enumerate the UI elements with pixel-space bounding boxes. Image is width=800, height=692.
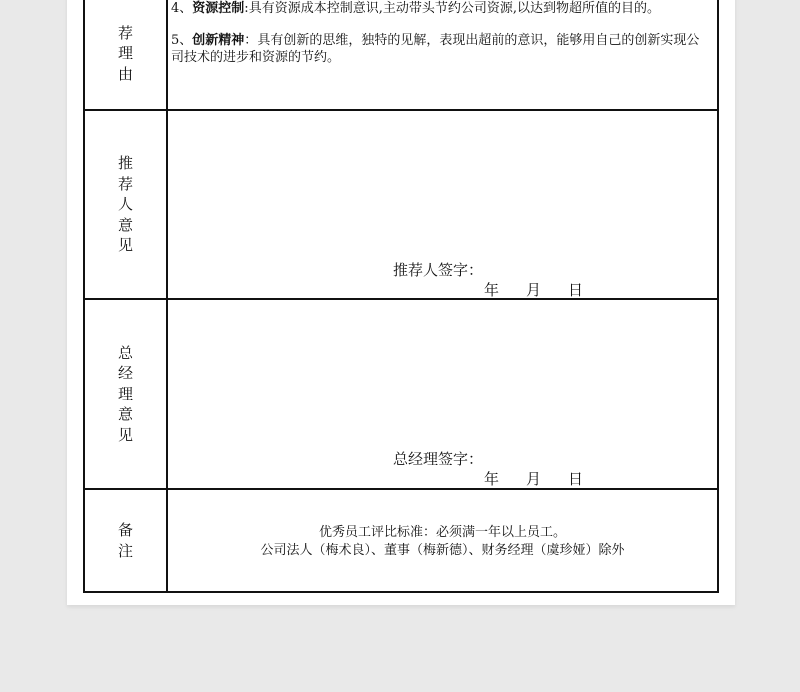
remarks-label bbox=[84, 489, 167, 592]
item-title: 资源控制 bbox=[192, 1, 245, 16]
recommender-date bbox=[484, 279, 583, 300]
label-char: 意 bbox=[117, 215, 133, 234]
day-label: 日 bbox=[568, 281, 584, 299]
label-char: 见 bbox=[117, 425, 133, 444]
reason-item-innovation bbox=[171, 32, 711, 66]
item-separator: : bbox=[244, 1, 249, 16]
month-label: 月 bbox=[526, 470, 542, 488]
general-manager-opinion-label bbox=[84, 299, 167, 489]
general-manager-date bbox=[484, 468, 583, 489]
recommender-opinion-label bbox=[84, 110, 167, 299]
reason-label bbox=[84, 0, 167, 110]
recommender-opinion-row bbox=[84, 110, 718, 299]
label-char: 荐 bbox=[117, 23, 133, 42]
month-label: 月 bbox=[526, 281, 542, 299]
day-label: 日 bbox=[568, 470, 584, 488]
label-char: 荐 bbox=[117, 174, 133, 193]
label-char: 备 bbox=[117, 521, 133, 539]
label-char: 总 bbox=[117, 343, 133, 362]
item-text: 具有资源成本控制意识,主动带头节约公司资源,以达到物超所值的目的。 bbox=[248, 1, 660, 16]
remarks-row bbox=[84, 489, 718, 592]
item-separator: ： bbox=[244, 33, 258, 48]
label-char: 意 bbox=[117, 405, 133, 424]
recommender-signature-label: 推荐人签字： bbox=[393, 261, 484, 279]
remarks-line-exclusions: 公司法人（梅术良）、董事（梅新德）、财务经理（虞珍娅）除外 bbox=[260, 543, 625, 558]
label-char: 注 bbox=[117, 541, 133, 560]
label-char: 推 bbox=[117, 154, 133, 173]
year-label: 年 bbox=[484, 281, 500, 299]
item-text: 具有创新的思维，独特的见解，表现出超前的意识，能够用自己的创新实现公司技术的进步和资源的节约。 bbox=[171, 33, 700, 65]
year-label: 年 bbox=[484, 470, 500, 488]
general-manager-opinion-row bbox=[84, 299, 718, 489]
label-char: 由 bbox=[117, 64, 133, 83]
item-title: 创新精神 bbox=[192, 33, 245, 48]
general-manager-opinion-field[interactable] bbox=[167, 299, 718, 489]
recommender-opinion-field[interactable] bbox=[167, 110, 718, 299]
label-char: 理 bbox=[117, 44, 133, 63]
remarks-content bbox=[167, 489, 718, 592]
label-char: 理 bbox=[117, 384, 133, 403]
item-number: 5、 bbox=[171, 33, 193, 48]
general-manager-signature-label: 总经理签字： bbox=[393, 450, 484, 468]
reason-row bbox=[84, 0, 718, 110]
label-char: 见 bbox=[117, 236, 133, 255]
label-char: 人 bbox=[117, 195, 133, 214]
reason-item-resource-control bbox=[171, 0, 711, 17]
remarks-line-criteria: 优秀员工评比标准：必须满一年以上员工。 bbox=[318, 525, 566, 540]
label-char: 经 bbox=[117, 364, 133, 383]
nomination-form-table bbox=[83, 0, 719, 593]
item-number: 4、 bbox=[171, 1, 193, 16]
reason-content bbox=[167, 0, 718, 110]
